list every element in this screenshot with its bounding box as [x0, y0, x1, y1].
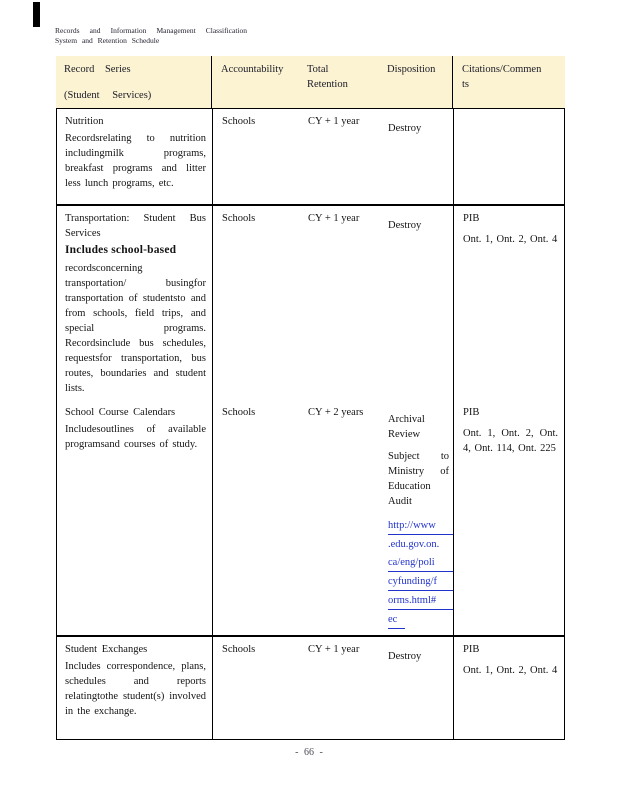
- link-line[interactable]: .edu.gov.on.: [388, 539, 440, 550]
- disposition-cell: [385, 637, 453, 739]
- record-series-cell: [57, 109, 213, 204]
- ministry-funding-link: [388, 518, 454, 631]
- record-title: Transportation: Student Bus Services: [65, 213, 206, 239]
- accountability-cell: Schools: [222, 407, 256, 418]
- record-subtitle: Includes school-based: [65, 244, 177, 256]
- citations-cell: [453, 637, 564, 739]
- header-citations: [452, 56, 565, 108]
- retention-cell: CY + 1 year: [308, 116, 360, 127]
- link-line[interactable]: orms.html#: [388, 593, 454, 610]
- retention-schedule-table: [56, 56, 565, 740]
- retention-cell: CY + 1 year: [308, 644, 360, 655]
- accountability-cell: Schools: [222, 213, 256, 224]
- disposition-cell: [385, 206, 453, 400]
- record-series-cell: [57, 400, 213, 635]
- table-row-student-exchanges: [56, 636, 565, 740]
- link-line[interactable]: ca/eng/poli: [388, 555, 454, 572]
- table-row-nutrition: [56, 108, 565, 205]
- disposition-cell: [385, 109, 453, 204]
- scan-artifact-mark: [33, 2, 40, 27]
- document-title-line1: Records and Information Management Classification: [55, 26, 247, 35]
- citations-cell: [453, 206, 564, 400]
- citations-cell: [453, 400, 564, 635]
- link-line[interactable]: cyfunding/f: [388, 574, 454, 591]
- retention-cell: CY + 2 years: [308, 407, 364, 418]
- record-series-cell: [57, 637, 213, 739]
- citations-refs: Ont. 1, Ont. 2, Ont. 4: [463, 665, 558, 676]
- citations-refs: Ont. 1, Ont. 2, Ont. 4, Ont. 114, Ont. 225: [463, 428, 558, 454]
- document-title: [55, 26, 247, 46]
- header-total-retention-line1: Total: [307, 64, 329, 75]
- table-header-row: [56, 56, 565, 108]
- link-line[interactable]: http://www: [388, 518, 454, 535]
- retention-cell: CY + 1 year: [308, 213, 360, 224]
- disposition-cell: [385, 400, 453, 635]
- disposition-value: Destroy: [388, 220, 422, 231]
- document-title-line2: System and Retention Schedule: [55, 36, 160, 45]
- page-number: - 66 -: [295, 747, 323, 758]
- header-total-retention-line2: Retention: [307, 79, 348, 90]
- table-row-transportation: [56, 205, 565, 400]
- table-row-school-course-calendars: [56, 400, 565, 636]
- header-accountability: Accountability: [221, 64, 284, 75]
- record-description: recordsconcerning transportation/ busingfor transportation of studentsto and from schools, field trips, and special programs. Recordsinclude bus schedules, requestsfor transportation, bus routes, boundaries and student lists.: [65, 263, 206, 394]
- accountability-cell: Schools: [222, 116, 256, 127]
- record-description: Includes correspondence, plans, schedules and reports relatingtothe student(s) involved in the exchange.: [65, 661, 206, 717]
- citations-cell: [453, 109, 564, 204]
- record-series-cell: [57, 206, 213, 400]
- disposition-ministry-audit: Subject to Ministry of Education Audit: [388, 451, 449, 507]
- header-citations-line1: Citations/Commen: [462, 64, 542, 75]
- header-record-series-line2: (Student Services): [64, 90, 152, 101]
- citations-pib: PIB: [463, 213, 480, 224]
- record-title: Student Exchanges: [65, 644, 148, 655]
- citations-pib: PIB: [463, 644, 480, 655]
- header-disposition: Disposition: [387, 64, 436, 75]
- record-title: Nutrition: [65, 116, 104, 127]
- disposition-archival-review: Archival Review: [388, 414, 425, 440]
- header-record-series: [56, 56, 212, 108]
- disposition-value: Destroy: [388, 123, 422, 134]
- link-line[interactable]: ec: [388, 612, 405, 629]
- record-description: Recordsrelating to nutrition includingmilk programs, breakfast programs and litter less lunch programs, etc.: [65, 133, 206, 189]
- accountability-cell: Schools: [222, 644, 256, 655]
- record-description: Includesoutlines of available programsand courses of study.: [65, 424, 206, 450]
- citations-refs: Ont. 1, Ont. 2, Ont. 4: [463, 234, 558, 245]
- header-record-series-line1: Record Series: [64, 64, 131, 75]
- disposition-value: Destroy: [388, 651, 422, 662]
- record-title: School Course Calendars: [65, 407, 176, 418]
- header-citations-line2: ts: [462, 79, 470, 90]
- citations-pib: PIB: [463, 407, 480, 418]
- header-total-retention: [306, 56, 384, 108]
